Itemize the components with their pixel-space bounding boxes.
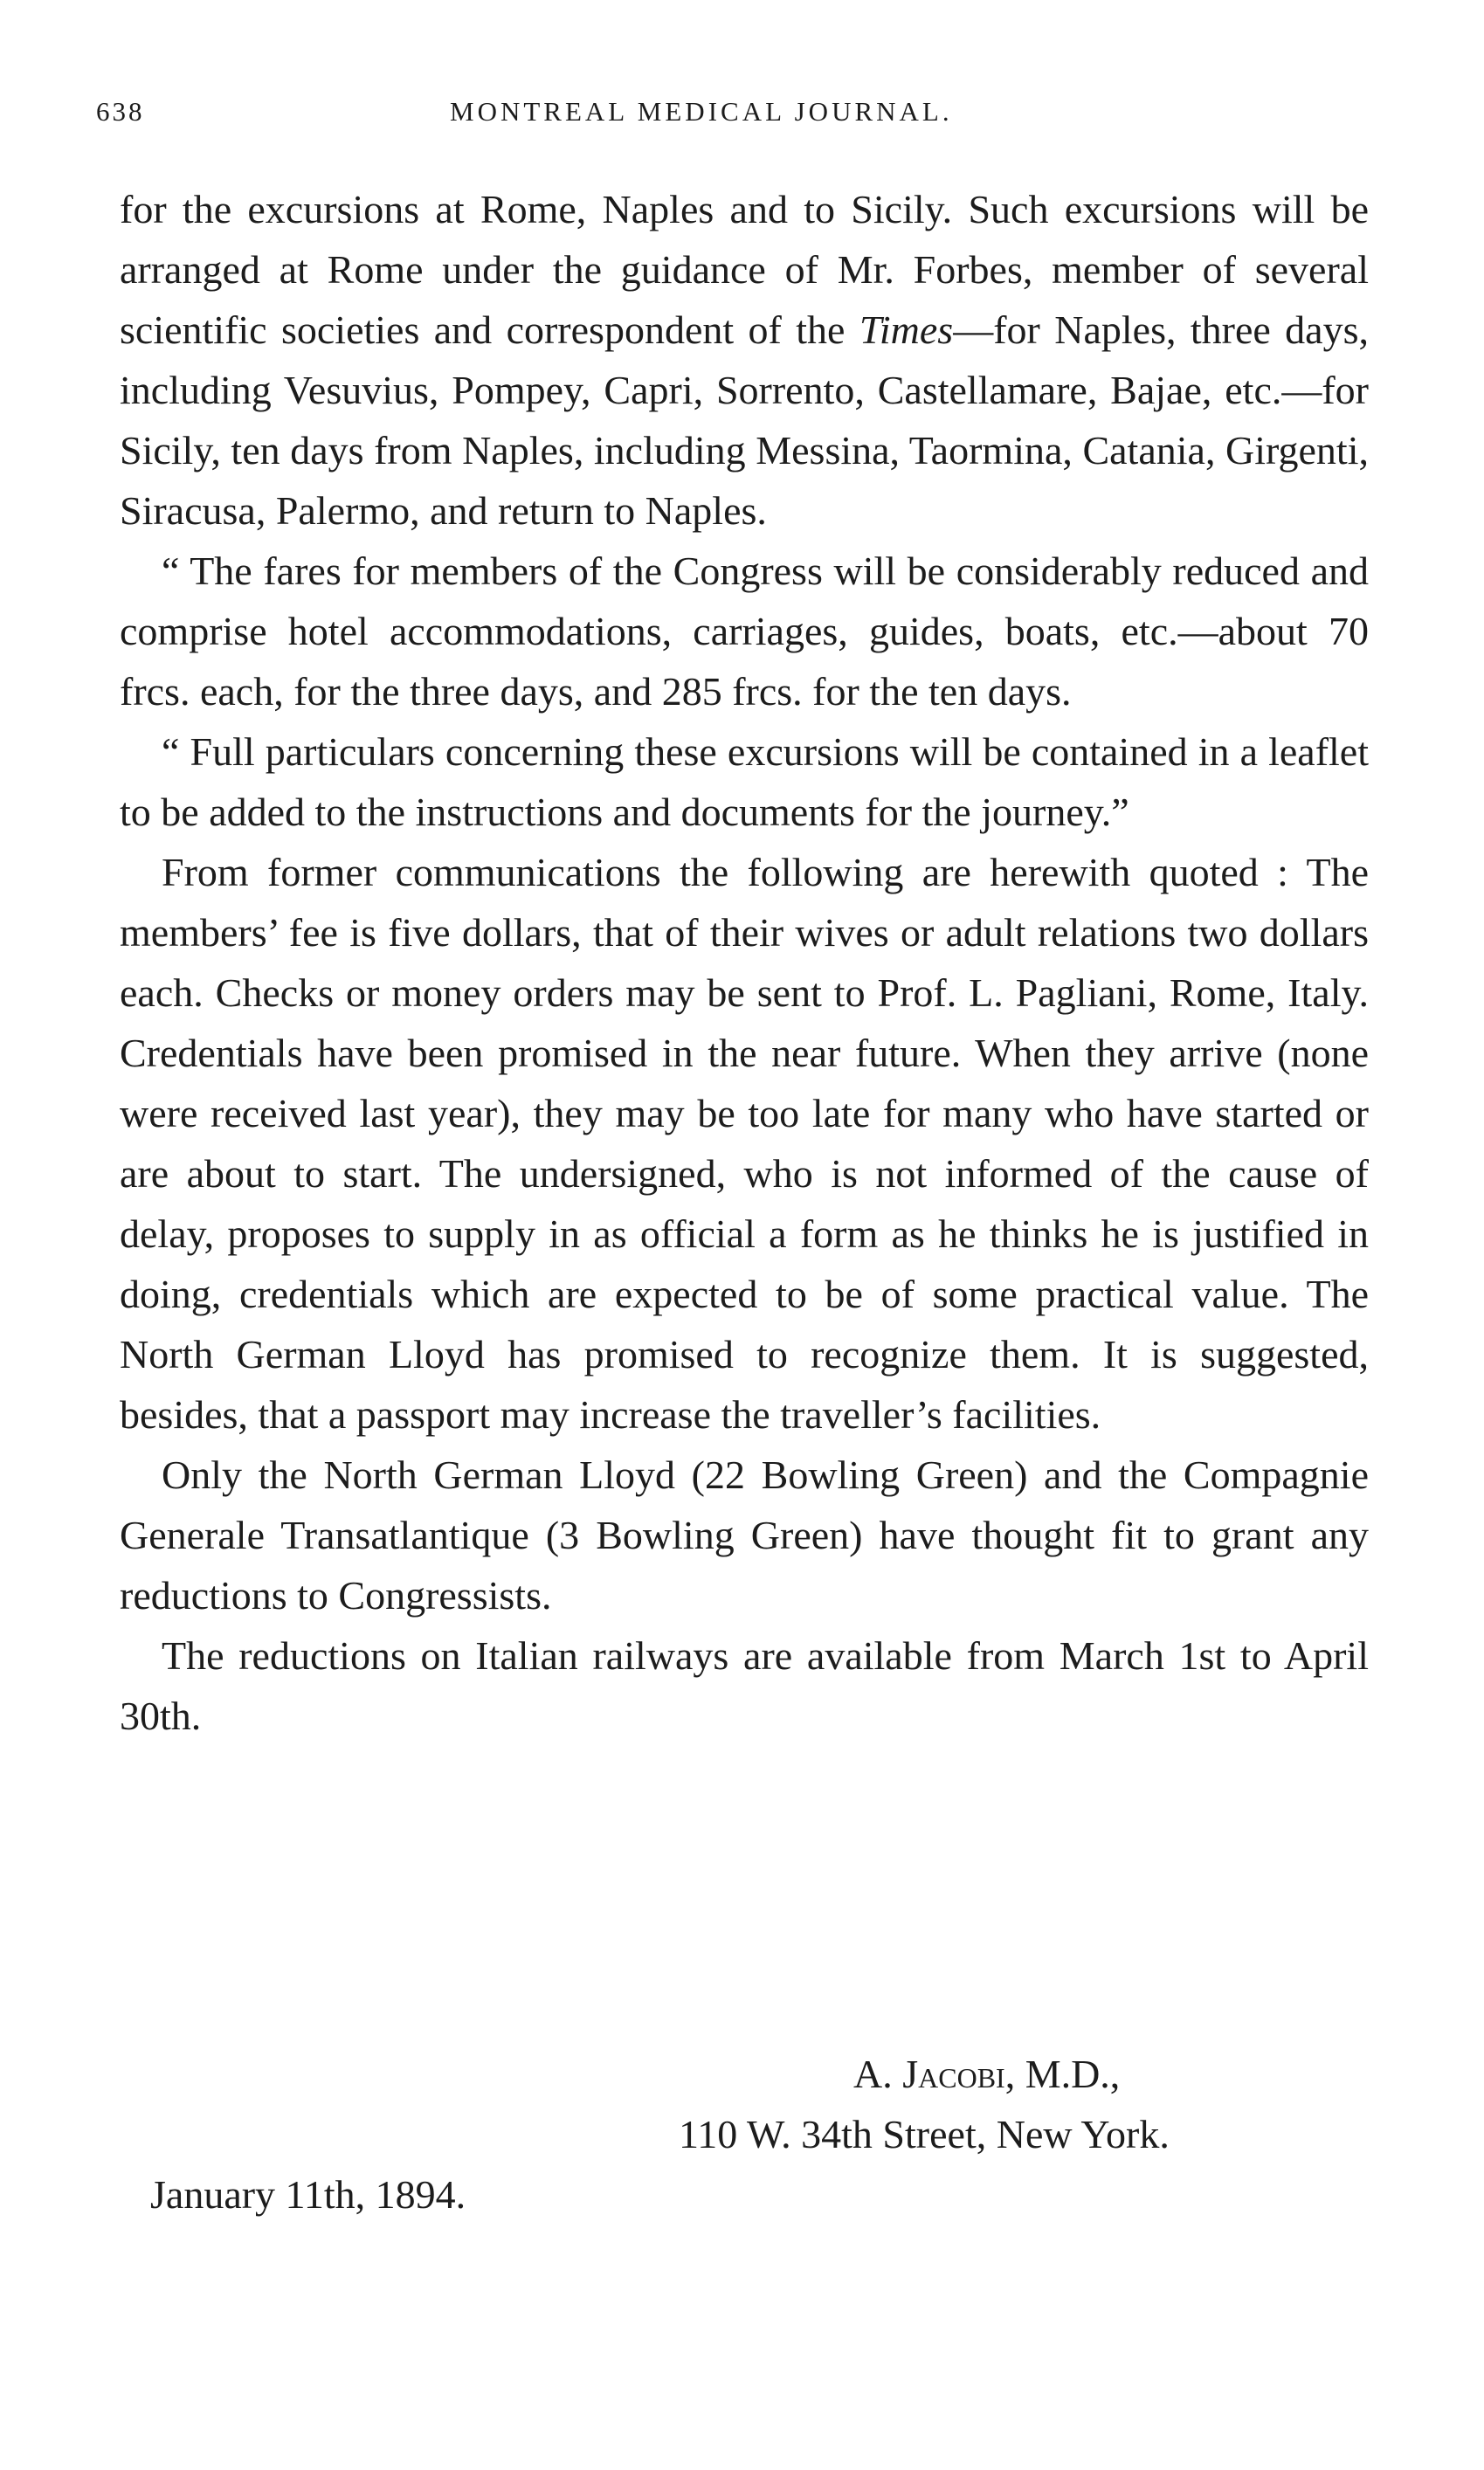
paragraph-railway-reductions: The reductions on Italian railways are available from March 1st to April 30th. [120, 1633, 1369, 1738]
paragraph-fares: “ The fares for members of the Congress will be considerably reduced and comprise hotel accommodations, carriages, guides, boats, etc.—about 70 frcs. each, for the three days, and 285 frcs. for the ten days. [120, 549, 1369, 714]
letter-date: January 11th, 1894. [150, 2172, 466, 2217]
paragraph-particulars: “ Full particulars concerning these excursions will be contained in a leaflet to be added to the instructions and documents for the journey.” [120, 729, 1369, 834]
newspaper-title: Times [859, 307, 954, 352]
paragraph-steamship-lines: Only the North German Lloyd (22 Bowling Green) and the Compagnie Generale Transatlantique (3 Bowling Green) have thought fit to grant any reductions to Congressists. [120, 1452, 1369, 1618]
article-body [120, 179, 1369, 1746]
signatory-name: A. Jacobi, M.D., [853, 2052, 1121, 2096]
journal-title: MONTREAL MEDICAL JOURNAL. [450, 96, 953, 127]
paragraph-text: for the excursions at Rome, Naples and to Sicily. Such excursions will be arranged at Rome under the guidance of Mr. Forbes, member of several scientific societies and correspondent of the [120, 187, 1369, 352]
paragraph-text: —for Naples, three days, including Vesuvius, Pompey, Capri, Sorrento, Castellamare, Bajae, etc.—for Sicily, ten days from Naples, including Messina, Taormina, Catania, Girgenti, Siracusa, Palermo, and return to Naples. [120, 307, 1369, 533]
paragraph-excursions [120, 179, 1369, 541]
running-head [96, 96, 1389, 140]
signatory-address: 110 W. 34th Street, New York. [679, 2112, 1170, 2156]
page-number: 638 [96, 96, 145, 127]
paragraph-communications: From former communications the following are herewith quoted : The members’ fee is five dollars, that of their wives or adult relations two dollars each. Checks or money orders may be sent to Prof. L. Pagliani, Rome, Italy. Credentials have been promised in the near future. When they arrive (none were received last year), they may be too late for many who have started or are about to start. The undersigned, who is not informed of the cause of delay, proposes to supply in as official a form as he thinks he is justified in doing, credentials which are expected to be of some practical value. The North German Lloyd has promised to recognize them. It is suggested, besides, that a passport may increase the traveller’s facilities. [120, 850, 1369, 1437]
